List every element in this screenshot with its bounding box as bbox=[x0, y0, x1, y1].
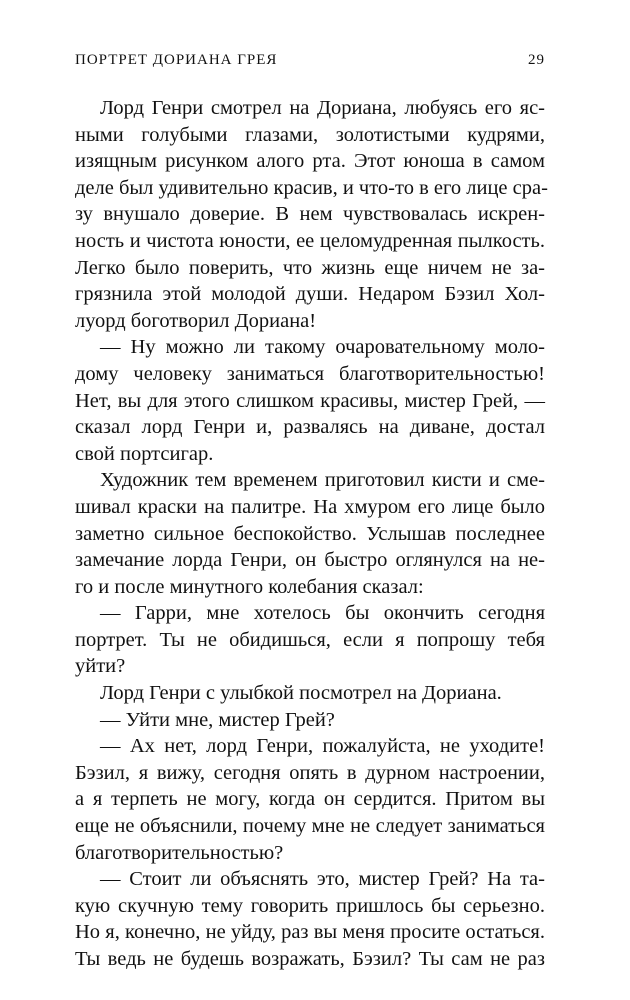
text-line: Нет, вы для этого слишком красивы, мистер Грей, — bbox=[75, 389, 545, 412]
text-line: а я терпеть не могу, когда он сердится. Притом вы bbox=[75, 788, 545, 811]
body-text bbox=[75, 95, 548, 973]
text-line: свой портсигар. bbox=[75, 442, 214, 465]
text-line: деле был удивительно красив, и что-то в его лице сра- bbox=[75, 176, 548, 199]
text-line: — Ну можно ли такому очаровательному моло- bbox=[100, 336, 545, 359]
text-line: — Гарри, мне хотелось бы окончить сегодня bbox=[100, 602, 545, 625]
text-line: ность и чистота юности, ее целомудренная пылкость. bbox=[75, 229, 545, 252]
text-line: Художник тем временем приготовил кисти и сме- bbox=[100, 469, 545, 492]
text-line: благотворительностью? bbox=[75, 841, 284, 864]
text-line: Но я, конечно, не уйду, раз вы меня просите остаться. bbox=[75, 921, 545, 944]
text-line: — Уйти мне, мистер Грей? bbox=[100, 708, 335, 731]
text-line: — Ах нет, лорд Генри, пожалуйста, не уходите! bbox=[100, 735, 545, 758]
text-line: замечание лорда Генри, он быстро оглянулся на не- bbox=[75, 549, 545, 572]
text-line: заметно сильное беспокойство. Услышав последнее bbox=[75, 522, 545, 545]
text-line: портрет. Ты не обидишься, если я попрошу тебя bbox=[75, 628, 545, 651]
text-line: дому человеку заниматься благотворительностью! bbox=[75, 362, 545, 385]
text-line: Легко было поверить, что жизнь еще ничем не за- bbox=[75, 256, 545, 279]
text-line: сказал лорд Генри и, развалясь на диване, достал bbox=[75, 416, 545, 439]
text-line: еще не объяснили, почему мне не следует заниматься bbox=[75, 815, 545, 838]
text-line: изящным рисунком алого рта. Этот юноша в самом bbox=[75, 150, 545, 173]
text-line: — Стоит ли объяснять это, мистер Грей? На та- bbox=[100, 868, 545, 891]
text-line: Бэзил, я вижу, сегодня опять в дурном настроении, bbox=[75, 761, 545, 784]
text-line: уйти? bbox=[75, 655, 126, 678]
text-line: зу внушало доверие. В нем чувствовалась искрен- bbox=[75, 203, 545, 226]
text-line: Ты ведь не будешь возражать, Бэзил? Ты сам не раз bbox=[75, 948, 545, 970]
text-line: кую скучную тему говорить пришлось бы серьезно. bbox=[75, 894, 545, 917]
text-line: Лорд Генри с улыбкой посмотрел на Дориана. bbox=[100, 682, 502, 705]
text-line: ными голубыми глазами, золотистыми кудрями, bbox=[75, 123, 545, 146]
page-number: 29 bbox=[528, 52, 545, 68]
running-head bbox=[75, 52, 545, 76]
text-line: луорд боготворил Дориана! bbox=[75, 309, 317, 332]
running-title: ПОРТРЕТ ДОРИАНА ГРЕЯ bbox=[75, 52, 278, 68]
text-line: грязнила этой молодой души. Недаром Бэзил Хол- bbox=[75, 283, 545, 306]
text-line: шивал краски на палитре. На хмуром его лице было bbox=[75, 495, 545, 518]
text-line: го и после минутного колебания сказал: bbox=[75, 575, 424, 598]
text-line: Лорд Генри смотрел на Дориана, любуясь его яс- bbox=[100, 97, 545, 119]
